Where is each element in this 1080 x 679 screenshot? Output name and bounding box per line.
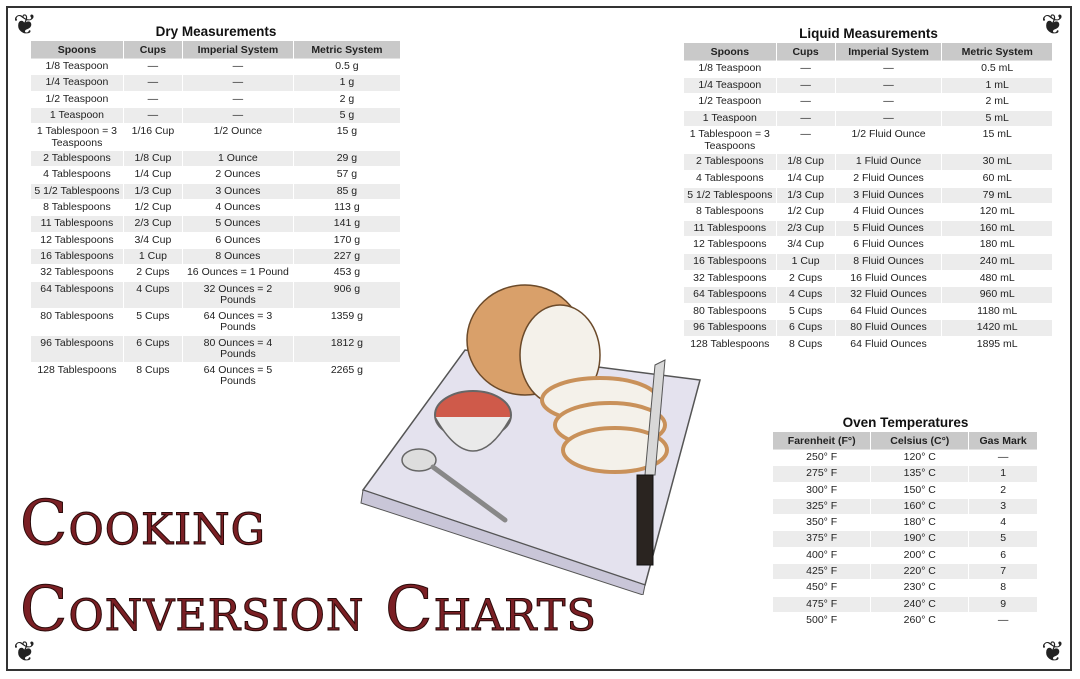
table-cell: 4	[969, 515, 1038, 531]
oven-body	[773, 450, 1038, 629]
table-cell: 180 mL	[942, 237, 1053, 254]
table-cell: 227 g	[293, 248, 400, 264]
table-cell: 113 g	[293, 200, 400, 216]
table-cell: 3/4 Cup	[776, 237, 835, 254]
table-cell: 79 mL	[942, 187, 1053, 204]
table-cell: 1/2 Cup	[776, 204, 835, 221]
table-row	[684, 320, 1053, 337]
table-row	[31, 91, 401, 107]
table-cell: 1/4 Teaspoon	[684, 77, 776, 94]
table-cell: 120 mL	[942, 204, 1053, 221]
table-cell: 240 mL	[942, 253, 1053, 270]
table-cell: 2	[969, 482, 1038, 498]
table-row	[684, 110, 1053, 127]
table-cell: 80 Tablespoons	[684, 303, 776, 320]
table-cell: 8 Cups	[123, 362, 182, 389]
table-cell: 16 Tablespoons	[684, 253, 776, 270]
table-cell: 4 Cups	[776, 287, 835, 304]
table-row	[773, 531, 1038, 547]
table-cell: 906 g	[293, 281, 400, 308]
table-cell: 1 Teaspoon	[684, 110, 776, 127]
table-cell: 64 Ounces = 5 Pounds	[182, 362, 293, 389]
table-cell: 1/4 Teaspoon	[31, 75, 123, 91]
table-cell: 64 Fluid Ounces	[835, 336, 942, 353]
table-cell: 5 1/2 Tablespoons	[684, 187, 776, 204]
table-cell: 1/4 Cup	[776, 170, 835, 187]
table-cell: 325° F	[773, 498, 871, 514]
table-row	[684, 220, 1053, 237]
table-cell: 450° F	[773, 580, 871, 596]
table-cell: 9	[969, 596, 1038, 612]
table-row	[684, 187, 1053, 204]
table-cell: 1 Tablespoon = 3 Teaspoons	[684, 127, 776, 154]
table-row	[684, 154, 1053, 171]
table-cell: 8 Ounces	[182, 248, 293, 264]
table-row	[773, 498, 1038, 514]
table-cell: 3	[969, 498, 1038, 514]
table-row	[31, 107, 401, 123]
table-row	[684, 237, 1053, 254]
table-cell: 4 Fluid Ounces	[835, 204, 942, 221]
table-cell: 8	[969, 580, 1038, 596]
table-cell: 32 Fluid Ounces	[835, 287, 942, 304]
table-cell: —	[123, 91, 182, 107]
table-cell: 1 Teaspoon	[31, 107, 123, 123]
table-cell: 475° F	[773, 596, 871, 612]
table-cell: 32 Tablespoons	[684, 270, 776, 287]
table-cell: 8 Tablespoons	[31, 200, 123, 216]
table-cell: 64 Tablespoons	[684, 287, 776, 304]
table-cell: 128 Tablespoons	[31, 362, 123, 389]
table-cell: 6 Cups	[123, 335, 182, 362]
table-cell: 480 mL	[942, 270, 1053, 287]
table-cell: 1/2 Ounce	[182, 124, 293, 151]
table-row	[684, 336, 1053, 353]
table-cell: 2 Ounces	[182, 167, 293, 183]
table-cell: 11 Tablespoons	[31, 216, 123, 232]
page-title	[20, 488, 597, 644]
table-cell: —	[123, 75, 182, 91]
table-cell: —	[776, 61, 835, 78]
table-cell: 1 Tablespoon = 3 Teaspoons	[31, 124, 123, 151]
table-cell: 375° F	[773, 531, 871, 547]
table-row	[31, 75, 401, 91]
table-cell: 11 Tablespoons	[684, 220, 776, 237]
table-cell: 1 Fluid Ounce	[835, 154, 942, 171]
table-cell: 1 Ounce	[182, 151, 293, 167]
table-row	[31, 308, 401, 335]
table-cell: 1/3 Cup	[776, 187, 835, 204]
table-cell: —	[835, 110, 942, 127]
table-cell: 80 Tablespoons	[31, 308, 123, 335]
table-cell: 1 Cup	[776, 253, 835, 270]
dry-column-header: Cups	[123, 41, 182, 59]
liquid-body	[684, 61, 1053, 354]
table-cell: 80 Ounces = 4 Pounds	[182, 335, 293, 362]
table-cell: —	[182, 107, 293, 123]
table-cell: 0.5 mL	[942, 61, 1053, 78]
table-cell: —	[835, 94, 942, 111]
table-cell: 6	[969, 547, 1038, 563]
table-cell: 0.5 g	[293, 59, 400, 75]
table-cell: 275° F	[773, 466, 871, 482]
table-cell: —	[776, 77, 835, 94]
table-cell: 180° C	[871, 515, 969, 531]
table-cell: 230° C	[871, 580, 969, 596]
oven-temperatures-section	[773, 414, 1038, 629]
table-cell: 29 g	[293, 151, 400, 167]
table-cell: 7	[969, 564, 1038, 580]
table-cell: 32 Ounces = 2 Pounds	[182, 281, 293, 308]
table-row	[31, 167, 401, 183]
table-cell: 160° C	[871, 498, 969, 514]
table-row	[773, 596, 1038, 612]
table-row	[773, 547, 1038, 563]
corner-ornament-icon: ❦	[1041, 8, 1065, 41]
table-cell: 1359 g	[293, 308, 400, 335]
table-cell: 80 Fluid Ounces	[835, 320, 942, 337]
table-cell: 200° C	[871, 547, 969, 563]
table-cell: 500° F	[773, 612, 871, 628]
table-row	[773, 482, 1038, 498]
liquid-measurements-section	[684, 25, 1053, 354]
corner-ornament-icon: ❦	[1041, 635, 1065, 668]
table-row	[684, 270, 1053, 287]
dry-table	[31, 41, 401, 390]
oven-table	[773, 432, 1038, 629]
table-cell: 1/8 Teaspoon	[31, 59, 123, 75]
dry-column-header: Imperial System	[182, 41, 293, 59]
liquid-heading: Liquid Measurements	[799, 26, 938, 41]
liquid-column-header: Metric System	[942, 43, 1053, 61]
table-row	[773, 580, 1038, 596]
dry-column-header: Spoons	[31, 41, 123, 59]
table-cell: 5 1/2 Tablespoons	[31, 183, 123, 199]
table-row	[684, 77, 1053, 94]
table-cell: 2/3 Cup	[123, 216, 182, 232]
table-cell: 57 g	[293, 167, 400, 183]
table-row	[773, 450, 1038, 466]
table-cell: 1/2 Teaspoon	[684, 94, 776, 111]
table-cell: 2 Cups	[776, 270, 835, 287]
table-cell: 1812 g	[293, 335, 400, 362]
table-cell: —	[182, 91, 293, 107]
table-row	[684, 253, 1053, 270]
dry-heading: Dry Measurements	[155, 24, 277, 39]
table-row	[31, 59, 401, 75]
liquid-column-header: Imperial System	[835, 43, 942, 61]
table-cell: 12 Tablespoons	[31, 232, 123, 248]
table-row	[684, 61, 1053, 78]
table-cell: 300° F	[773, 482, 871, 498]
table-cell: 6 Ounces	[182, 232, 293, 248]
table-cell: 3/4 Cup	[123, 232, 182, 248]
table-cell: 96 Tablespoons	[31, 335, 123, 362]
table-cell: 16 Tablespoons	[31, 248, 123, 264]
table-row	[773, 564, 1038, 580]
table-cell: —	[123, 59, 182, 75]
table-row	[31, 248, 401, 264]
table-cell: 141 g	[293, 216, 400, 232]
table-cell: —	[123, 107, 182, 123]
oven-heading: Oven Temperatures	[842, 415, 969, 430]
table-cell: 1 mL	[942, 77, 1053, 94]
oven-column-header: Celsius (C°)	[871, 432, 969, 450]
table-cell: 1/4 Cup	[123, 167, 182, 183]
table-cell: 1 Cup	[123, 248, 182, 264]
table-cell: 1/2 Cup	[123, 200, 182, 216]
table-cell: 150° C	[871, 482, 969, 498]
oven-column-header: Farenheit (F°)	[773, 432, 871, 450]
table-cell: 4 Ounces	[182, 200, 293, 216]
table-cell: 8 Fluid Ounces	[835, 253, 942, 270]
liquid-table	[684, 43, 1053, 354]
table-row	[773, 612, 1038, 628]
table-cell: 425° F	[773, 564, 871, 580]
table-row	[31, 200, 401, 216]
table-cell: 85 g	[293, 183, 400, 199]
table-cell: 2 Fluid Ounces	[835, 170, 942, 187]
table-cell: 2 Tablespoons	[31, 151, 123, 167]
corner-ornament-icon: ❦	[13, 8, 37, 41]
table-cell: 1	[969, 466, 1038, 482]
table-cell: 1/8 Cup	[123, 151, 182, 167]
table-cell: —	[835, 77, 942, 94]
table-cell: 1180 mL	[942, 303, 1053, 320]
table-cell: 1/8 Cup	[776, 154, 835, 171]
table-cell: 2 Tablespoons	[684, 154, 776, 171]
table-cell: 96 Tablespoons	[684, 320, 776, 337]
table-row	[31, 151, 401, 167]
dry-column-header: Metric System	[293, 41, 400, 59]
table-cell: 5	[969, 531, 1038, 547]
table-row	[31, 183, 401, 199]
table-cell: —	[835, 61, 942, 78]
table-cell: 8 Cups	[776, 336, 835, 353]
table-row	[31, 124, 401, 151]
liquid-column-header: Spoons	[684, 43, 776, 61]
table-row	[31, 265, 401, 281]
table-cell: 12 Tablespoons	[684, 237, 776, 254]
table-cell: 1/3 Cup	[123, 183, 182, 199]
table-row	[773, 466, 1038, 482]
table-row	[31, 216, 401, 232]
table-cell: 190° C	[871, 531, 969, 547]
table-row	[684, 94, 1053, 111]
table-cell: 4 Cups	[123, 281, 182, 308]
table-cell: 15 g	[293, 124, 400, 151]
table-row	[31, 281, 401, 308]
table-cell: —	[776, 127, 835, 154]
table-cell: 453 g	[293, 265, 400, 281]
table-row	[684, 170, 1053, 187]
table-cell: 250° F	[773, 450, 871, 466]
table-cell: 2/3 Cup	[776, 220, 835, 237]
table-cell: 64 Fluid Ounces	[835, 303, 942, 320]
liquid-header-row	[684, 43, 1053, 61]
table-cell: 1 g	[293, 75, 400, 91]
table-cell: 64 Tablespoons	[31, 281, 123, 308]
table-cell: 6 Cups	[776, 320, 835, 337]
table-cell: 400° F	[773, 547, 871, 563]
table-cell: 32 Tablespoons	[31, 265, 123, 281]
table-cell: 1/2 Fluid Ounce	[835, 127, 942, 154]
table-cell: 5 Cups	[776, 303, 835, 320]
dry-body	[31, 59, 401, 390]
table-cell: 2265 g	[293, 362, 400, 389]
table-row	[684, 287, 1053, 304]
table-cell: 16 Fluid Ounces	[835, 270, 942, 287]
table-cell: 6 Fluid Ounces	[835, 237, 942, 254]
table-row	[684, 303, 1053, 320]
table-cell: 120° C	[871, 450, 969, 466]
title-line-1: Cooking	[20, 486, 267, 559]
table-cell: 4 Tablespoons	[31, 167, 123, 183]
table-cell: 350° F	[773, 515, 871, 531]
table-row	[684, 204, 1053, 221]
table-cell: —	[969, 612, 1038, 628]
title-line-2: Conversion Charts	[20, 572, 597, 645]
corner-ornament-icon: ❦	[13, 635, 37, 668]
table-cell: 1420 mL	[942, 320, 1053, 337]
table-cell: 260° C	[871, 612, 969, 628]
table-cell: —	[182, 59, 293, 75]
table-cell: —	[969, 450, 1038, 466]
table-cell: 1/16 Cup	[123, 124, 182, 151]
table-row	[31, 362, 401, 389]
table-row	[684, 127, 1053, 154]
dry-measurements-section	[31, 23, 401, 390]
table-cell: 15 mL	[942, 127, 1053, 154]
table-cell: —	[776, 94, 835, 111]
oven-header-row	[773, 432, 1038, 450]
table-cell: 5 g	[293, 107, 400, 123]
table-row	[31, 335, 401, 362]
table-cell: 1/8 Teaspoon	[684, 61, 776, 78]
table-cell: 5 Fluid Ounces	[835, 220, 942, 237]
table-row	[773, 515, 1038, 531]
table-cell: 16 Ounces = 1 Pound	[182, 265, 293, 281]
table-cell: 135° C	[871, 466, 969, 482]
table-cell: 1/2 Teaspoon	[31, 91, 123, 107]
table-cell: 64 Ounces = 3 Pounds	[182, 308, 293, 335]
table-cell: 3 Ounces	[182, 183, 293, 199]
table-cell: 240° C	[871, 596, 969, 612]
table-cell: 160 mL	[942, 220, 1053, 237]
table-cell: 128 Tablespoons	[684, 336, 776, 353]
table-cell: 4 Tablespoons	[684, 170, 776, 187]
dry-header-row	[31, 41, 401, 59]
table-row	[31, 232, 401, 248]
liquid-column-header: Cups	[776, 43, 835, 61]
table-cell: 2 mL	[942, 94, 1053, 111]
table-cell: 5 Cups	[123, 308, 182, 335]
table-cell: 8 Tablespoons	[684, 204, 776, 221]
table-cell: 30 mL	[942, 154, 1053, 171]
table-cell: 2 Cups	[123, 265, 182, 281]
table-cell: 170 g	[293, 232, 400, 248]
table-cell: 960 mL	[942, 287, 1053, 304]
table-cell: 3 Fluid Ounces	[835, 187, 942, 204]
table-cell: 5 mL	[942, 110, 1053, 127]
table-cell: —	[182, 75, 293, 91]
table-cell: —	[776, 110, 835, 127]
table-cell: 5 Ounces	[182, 216, 293, 232]
table-cell: 2 g	[293, 91, 400, 107]
table-cell: 60 mL	[942, 170, 1053, 187]
table-cell: 1895 mL	[942, 336, 1053, 353]
oven-column-header: Gas Mark	[969, 432, 1038, 450]
table-cell: 220° C	[871, 564, 969, 580]
